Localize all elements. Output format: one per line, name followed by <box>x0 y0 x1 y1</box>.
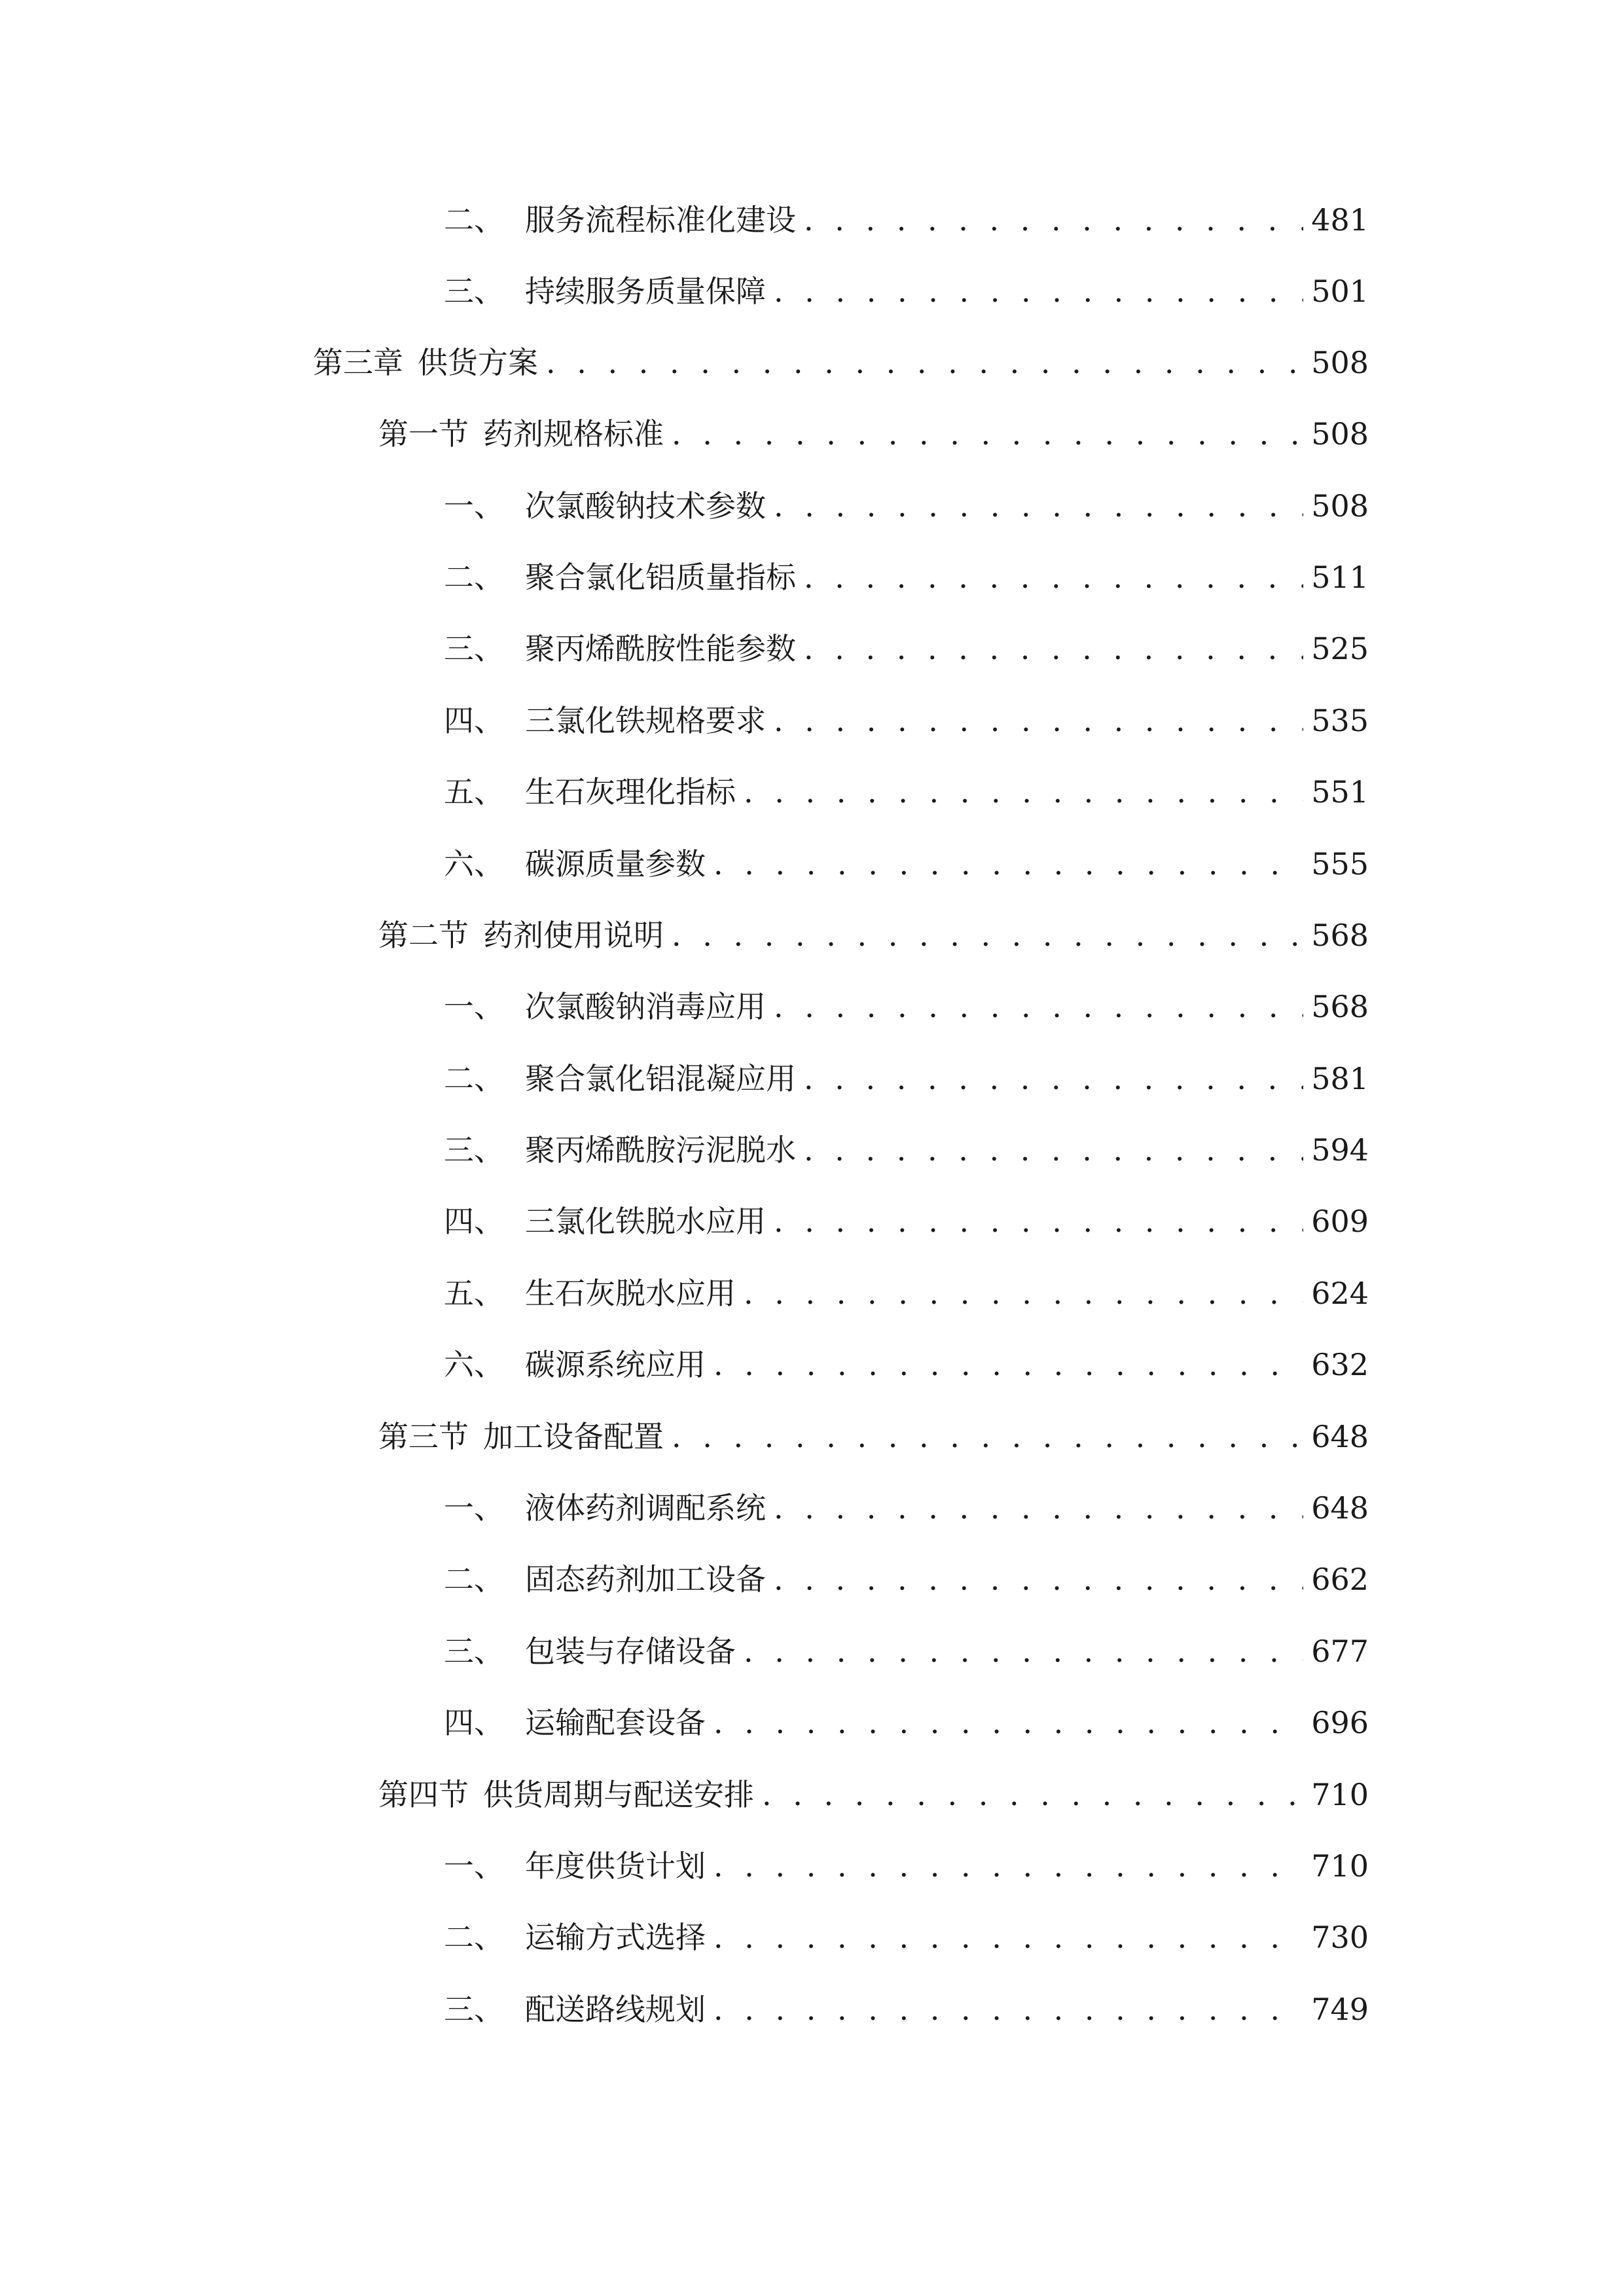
toc-entry[interactable] <box>444 265 1369 317</box>
toc-entry-page: 710 <box>1311 1848 1369 1884</box>
toc-entry-page: 662 <box>1311 1562 1369 1597</box>
toc-entry-page: 609 <box>1311 1204 1369 1239</box>
toc-entry-page: 481 <box>1311 202 1369 238</box>
toc-entry-title: 液体药剂调配系统 <box>525 1490 766 1526</box>
toc-chapter-entry[interactable] <box>313 336 1369 389</box>
toc-entry-page: 568 <box>1311 989 1369 1024</box>
toc-entry-page: 555 <box>1311 846 1369 882</box>
toc-dot-leader <box>762 1768 1303 1821</box>
toc-dot-leader <box>804 1052 1303 1105</box>
toc-entry-title: 聚合氯化铝质量指标 <box>525 560 796 595</box>
toc-entry-title: 生石灰脱水应用 <box>525 1276 736 1311</box>
toc-entry[interactable] <box>444 622 1369 675</box>
toc-entry-number: 二、 <box>444 1061 504 1096</box>
toc-entry[interactable] <box>444 1911 1369 1964</box>
toc-entry-number: 五、 <box>444 1276 504 1311</box>
toc-entry-number: 三、 <box>444 631 504 666</box>
toc-entry-title: 三氯化铁脱水应用 <box>525 1204 766 1239</box>
toc-entry-title: 固态药剂加工设备 <box>525 1562 766 1597</box>
toc-entry-number: 一、 <box>444 1490 504 1526</box>
toc-entry-page: 581 <box>1311 1061 1369 1096</box>
toc-entry[interactable] <box>444 1553 1369 1605</box>
toc-section-title: 加工设备配置 <box>483 1419 664 1454</box>
toc-entry-page: 508 <box>1311 488 1369 524</box>
toc-section-title: 供货周期与配送安排 <box>483 1777 754 1812</box>
toc-section-number: 第一节 <box>378 416 469 452</box>
toc-entry-title: 聚丙烯酰胺性能参数 <box>525 631 796 666</box>
toc-section-number: 第四节 <box>378 1777 469 1812</box>
toc-entry[interactable] <box>444 1052 1369 1105</box>
toc-entry-title: 聚丙烯酰胺污泥脱水 <box>525 1132 796 1168</box>
toc-entry-number: 六、 <box>444 1347 504 1382</box>
toc-section-title: 药剂规格标准 <box>483 416 664 452</box>
toc-entry-page: 730 <box>1311 1920 1369 1955</box>
toc-entry-number: 三、 <box>444 1634 504 1669</box>
toc-entry[interactable] <box>444 194 1369 246</box>
toc-entry[interactable] <box>444 1482 1369 1534</box>
toc-dot-leader <box>774 980 1303 1033</box>
toc-entry-title: 次氯酸钠消毒应用 <box>525 989 766 1024</box>
toc-entry-number: 一、 <box>444 488 504 524</box>
toc-entry-number: 六、 <box>444 846 504 882</box>
toc-dot-leader <box>713 1696 1303 1749</box>
toc-entry-title: 持续服务质量保障 <box>525 274 766 309</box>
toc-entry-page: 508 <box>1311 416 1369 452</box>
toc-dot-leader <box>713 838 1303 890</box>
toc-chapter-title: 供货方案 <box>418 345 538 380</box>
toc-entry-title: 运输方式选择 <box>525 1920 706 1955</box>
toc-entry-page: 648 <box>1311 1490 1369 1526</box>
toc-entry-title: 包装与存储设备 <box>525 1634 736 1669</box>
toc-entry-page: 624 <box>1311 1276 1369 1311</box>
toc-dot-leader <box>713 1840 1303 1892</box>
toc-entry-title: 运输配套设备 <box>525 1705 706 1740</box>
toc-entry[interactable] <box>444 1124 1369 1176</box>
toc-dot-leader <box>774 1195 1303 1247</box>
toc-entry[interactable] <box>444 838 1369 890</box>
toc-dot-leader <box>713 1983 1303 2036</box>
toc-entry-number: 二、 <box>444 1562 504 1597</box>
toc-entry-page: 501 <box>1311 274 1369 309</box>
toc-dot-leader <box>744 1625 1303 1677</box>
toc-entry-page: 710 <box>1311 1777 1369 1812</box>
toc-entry[interactable] <box>444 1696 1369 1749</box>
toc-dot-leader <box>672 1410 1303 1463</box>
toc-dot-leader <box>804 194 1303 246</box>
toc-dot-leader <box>744 1267 1303 1319</box>
toc-entry[interactable] <box>444 480 1369 532</box>
toc-entry-page: 525 <box>1311 631 1369 666</box>
toc-entry-title: 三氯化铁规格要求 <box>525 703 766 738</box>
toc-dot-leader <box>713 1911 1303 1964</box>
toc-entry-page: 568 <box>1311 918 1369 953</box>
toc-dot-leader <box>546 336 1303 389</box>
toc-entry-page: 508 <box>1311 345 1369 380</box>
toc-entry-number: 一、 <box>444 989 504 1024</box>
toc-entry-number: 二、 <box>444 202 504 238</box>
toc-entry-page: 677 <box>1311 1634 1369 1669</box>
toc-section-entry[interactable] <box>378 909 1369 961</box>
toc-dot-leader <box>804 1124 1303 1176</box>
toc-chapter-number: 第三章 <box>313 345 403 380</box>
toc-entry-page: 551 <box>1311 774 1369 810</box>
toc-dot-leader <box>774 694 1303 747</box>
toc-section-entry[interactable] <box>378 408 1369 460</box>
toc-entry-page: 535 <box>1311 703 1369 738</box>
toc-entry-number: 一、 <box>444 1848 504 1884</box>
toc-entry[interactable] <box>444 1338 1369 1391</box>
toc-entry-page: 632 <box>1311 1347 1369 1382</box>
toc-entry-page: 594 <box>1311 1132 1369 1168</box>
toc-section-number: 第二节 <box>378 918 469 953</box>
toc-dot-leader <box>804 622 1303 675</box>
toc-entry-title: 碳源系统应用 <box>525 1347 706 1382</box>
toc-entry[interactable] <box>444 1983 1369 2036</box>
toc-entry-title: 碳源质量参数 <box>525 846 706 882</box>
toc-entry-title: 生石灰理化指标 <box>525 774 736 810</box>
toc-dot-leader <box>672 909 1303 961</box>
toc-dot-leader <box>744 766 1303 818</box>
toc-entry-number: 三、 <box>444 1992 504 2027</box>
toc-section-entry[interactable] <box>378 1768 1369 1821</box>
toc-entry[interactable] <box>444 694 1369 747</box>
toc-dot-leader <box>774 1482 1303 1534</box>
toc-dot-leader <box>804 551 1303 603</box>
toc-dot-leader <box>774 265 1303 317</box>
toc-entry[interactable] <box>444 1625 1369 1677</box>
toc-entry-number: 三、 <box>444 274 504 309</box>
toc-entry-number: 四、 <box>444 703 504 738</box>
toc-entry[interactable] <box>444 766 1369 818</box>
toc-entry-number: 五、 <box>444 774 504 810</box>
toc-entry-title: 年度供货计划 <box>525 1848 706 1884</box>
toc-section-entry[interactable] <box>378 1410 1369 1463</box>
toc-dot-leader <box>774 1553 1303 1605</box>
toc-entry-page: 696 <box>1311 1705 1369 1740</box>
toc-entry-page: 648 <box>1311 1419 1369 1454</box>
toc-entry-title: 服务流程标准化建设 <box>525 202 796 238</box>
toc-entry[interactable] <box>444 551 1369 603</box>
toc-dot-leader <box>672 408 1303 460</box>
toc-section-title: 药剂使用说明 <box>483 918 664 953</box>
toc-entry-page: 511 <box>1311 560 1369 595</box>
toc-dot-leader <box>713 1338 1303 1391</box>
toc-entry[interactable] <box>444 1195 1369 1247</box>
toc-entry-title: 配送路线规划 <box>525 1992 706 2027</box>
toc-entry-number: 三、 <box>444 1132 504 1168</box>
toc-entry[interactable] <box>444 980 1369 1033</box>
toc-entry-page: 749 <box>1311 1992 1369 2027</box>
toc-entry[interactable] <box>444 1840 1369 1892</box>
toc-entry-title: 次氯酸钠技术参数 <box>525 488 766 524</box>
toc-entry-number: 二、 <box>444 1920 504 1955</box>
toc-section-number: 第三节 <box>378 1419 469 1454</box>
toc-entry-number: 四、 <box>444 1705 504 1740</box>
toc-entry[interactable] <box>444 1267 1369 1319</box>
toc-entry-number: 二、 <box>444 560 504 595</box>
toc-entry-number: 四、 <box>444 1204 504 1239</box>
toc-dot-leader <box>774 480 1303 532</box>
toc-entry-title: 聚合氯化铝混凝应用 <box>525 1061 796 1096</box>
